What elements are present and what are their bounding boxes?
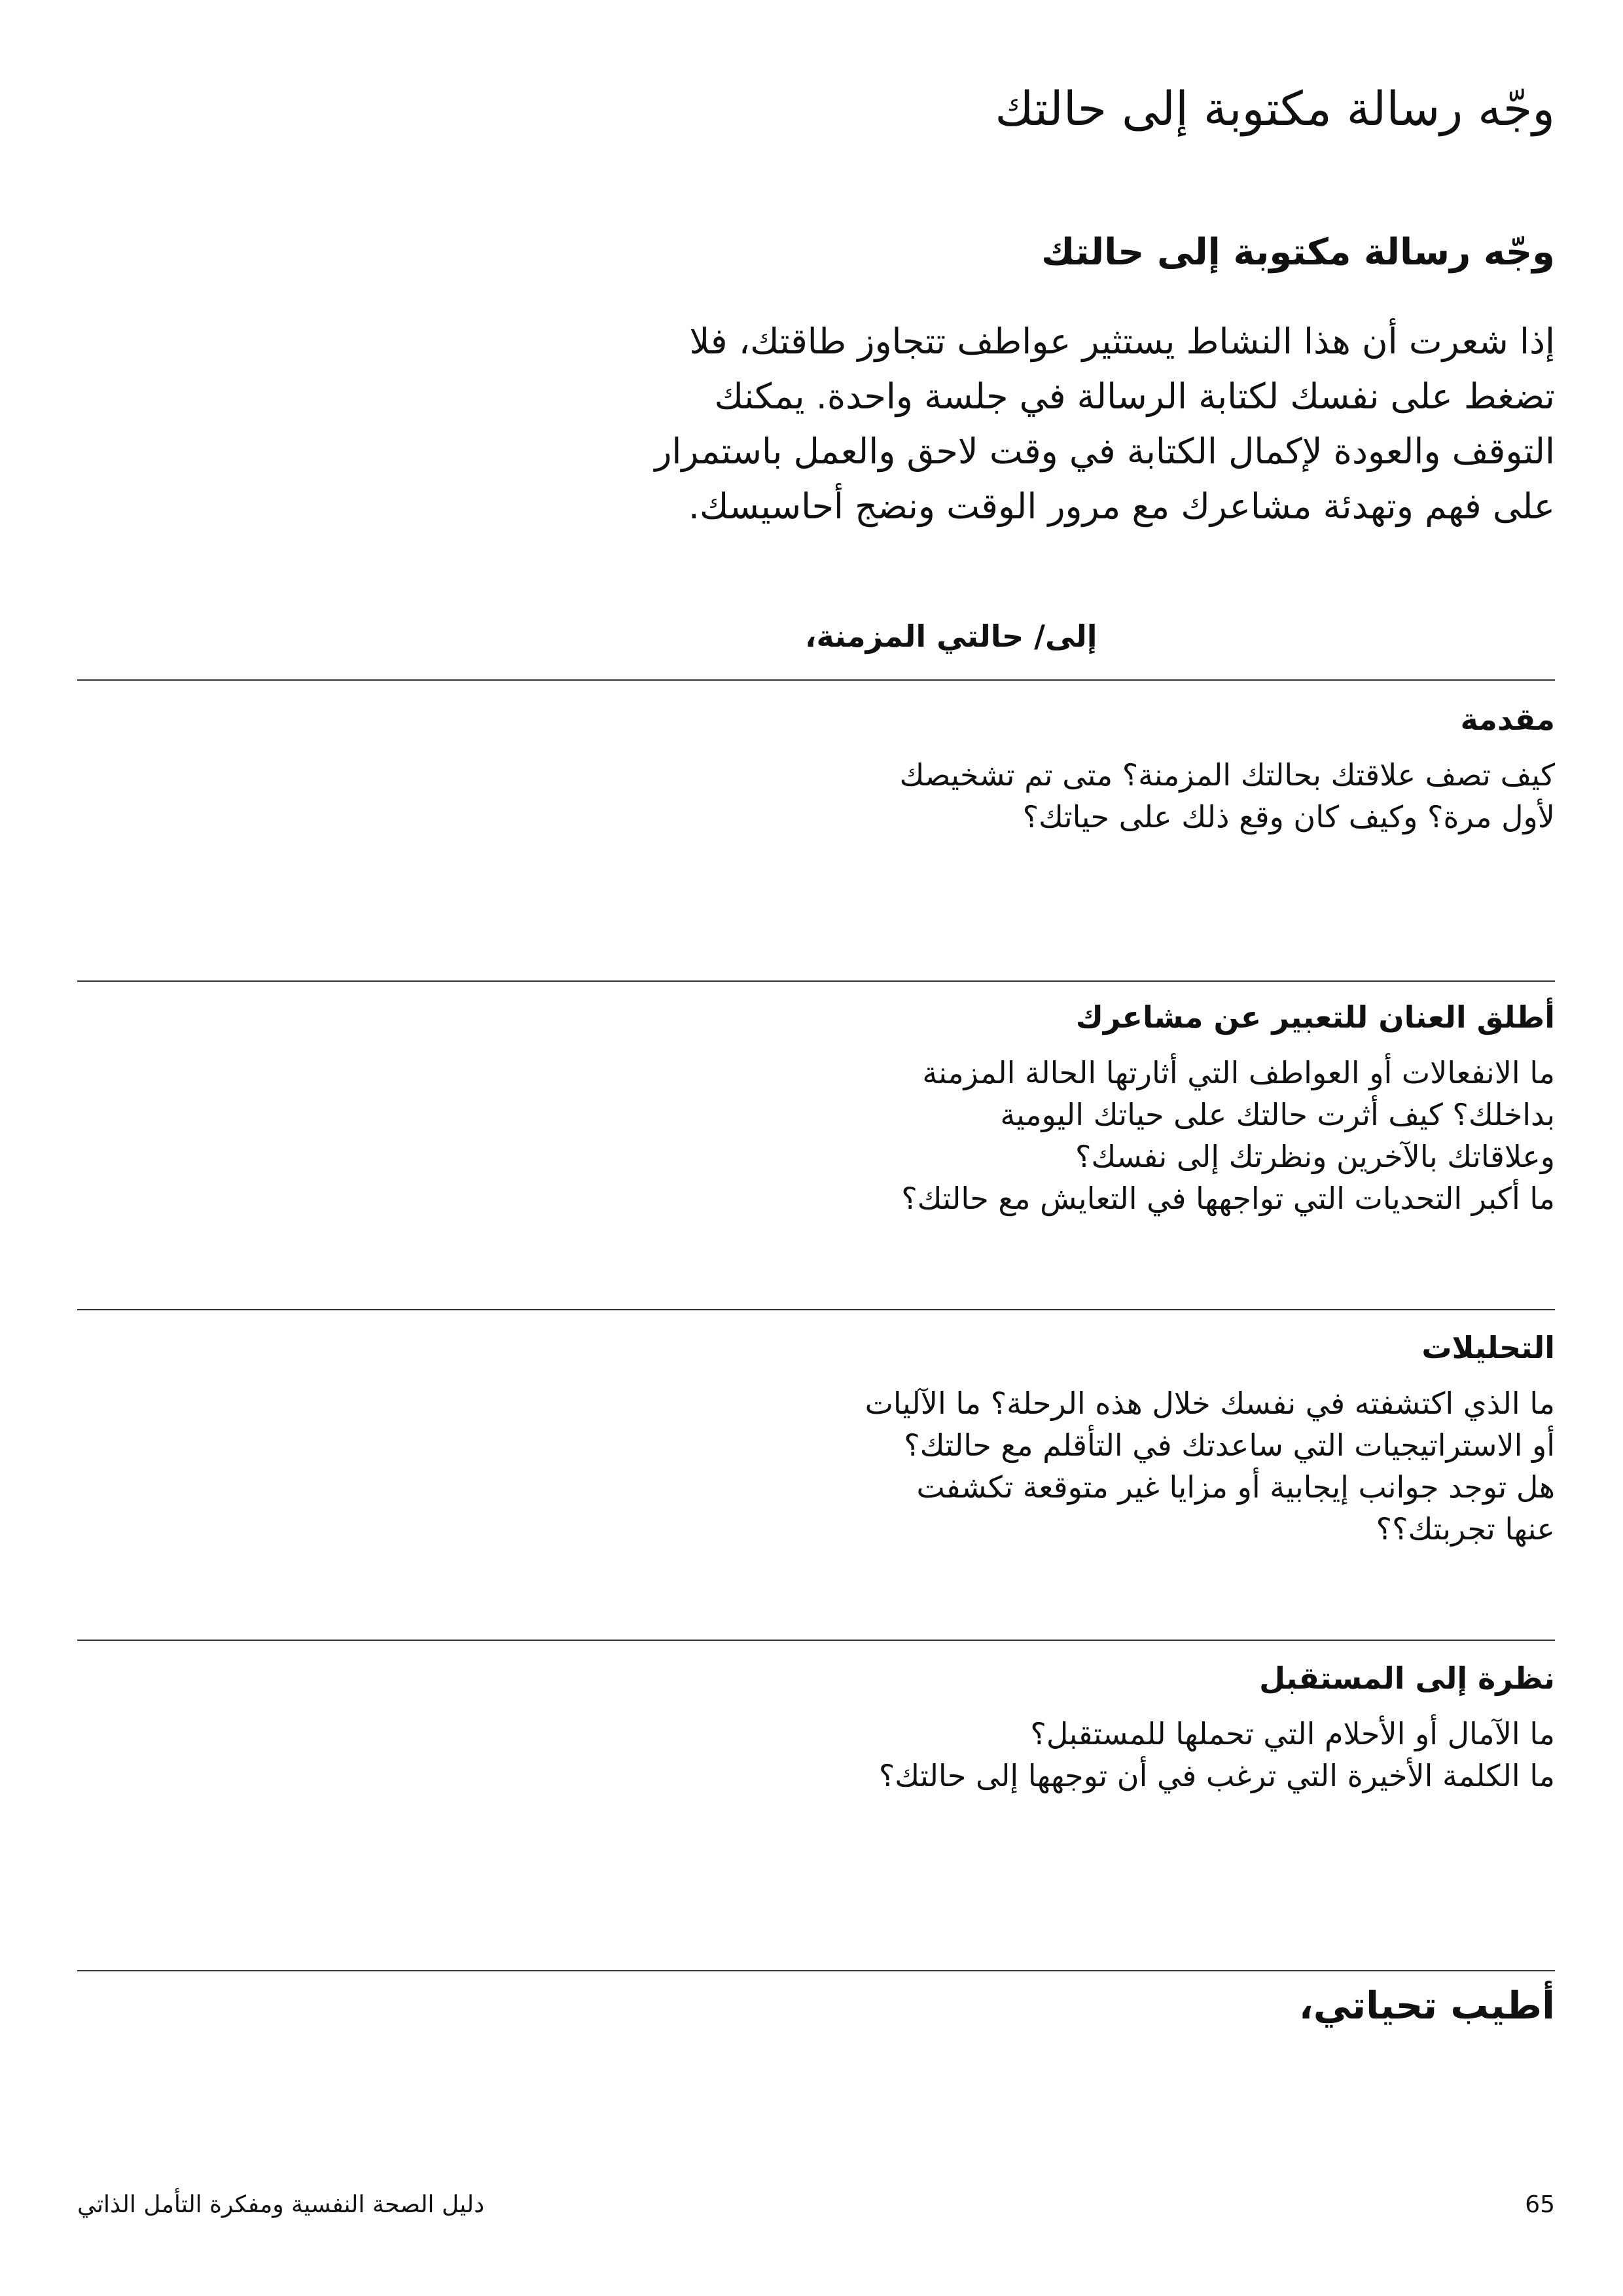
prompt-line: ما الكلمة الأخيرة التي ترغب في أن توجهها إلى حالتك؟ — [878, 1757, 1555, 1793]
prompt-section-introduction — [900, 700, 1556, 838]
divider-line — [77, 1640, 1555, 1641]
footer-title: دليل الصحة النفسية ومفكرة التأمل الذاتي — [77, 2191, 485, 2218]
divider-line — [77, 1309, 1555, 1310]
letter-address: إلى/ حالتي المزمنة، — [805, 619, 1097, 654]
divider-line — [77, 1970, 1555, 1971]
page-number: 65 — [1525, 2191, 1555, 2218]
prompt-title: التحليلات — [1421, 1330, 1555, 1365]
intro-paragraph — [626, 314, 1555, 534]
prompt-title: مقدمة — [1460, 702, 1555, 737]
closing-signoff: أطيب تحياتي، — [1298, 1983, 1555, 2028]
prompt-section-express-feelings — [901, 998, 1555, 1219]
intro-line: تضغط على نفسك لكتابة الرسالة في جلسة واحدة. يمكنك — [714, 376, 1555, 417]
page-title: وجّه رسالة مكتوبة إلى حالتك — [995, 81, 1555, 136]
prompt-title: أطلق العنان للتعبير عن مشاعرك — [1075, 999, 1555, 1035]
prompt-line: عنها تجربتك؟؟ — [1376, 1511, 1555, 1547]
prompt-title: نظرة إلى المستقبل — [1259, 1660, 1555, 1696]
intro-line: إذا شعرت أن هذا النشاط يستثير عواطف تتجاوز طاقتك، فلا — [689, 321, 1555, 362]
divider-line — [77, 679, 1555, 681]
prompt-line: وعلاقاتك بالآخرين ونظرتك إلى نفسك؟ — [1075, 1138, 1555, 1174]
prompt-line: بداخلك؟ كيف أثرت حالتك على حياتك اليومية — [1000, 1096, 1555, 1132]
prompt-line: أو الاستراتيجيات التي ساعدتك في التأقلم مع حالتك؟ — [904, 1427, 1555, 1463]
prompt-line: ما الانفعالات أو العواطف التي أثارتها الحالة المزمنة — [922, 1054, 1555, 1090]
prompt-line: ما أكبر التحديات التي تواجهها في التعايش مع حالتك؟ — [901, 1180, 1555, 1216]
intro-line: على فهم وتهدئة مشاعرك مع مرور الوقت ونضج أحاسيسك. — [688, 486, 1555, 527]
intro-line: التوقف والعودة لإكمال الكتابة في وقت لاحق والعمل باستمرار — [654, 431, 1555, 472]
prompt-section-analysis — [865, 1329, 1555, 1550]
divider-line — [77, 980, 1555, 982]
prompt-line: كيف تصف علاقتك بحالتك المزمنة؟ متى تم تشخيصك — [899, 757, 1555, 793]
prompt-line: ما الآمال أو الأحلام التي تحملها للمستقبل؟ — [1030, 1715, 1555, 1751]
prompt-line: لأول مرة؟ وكيف كان وقع ذلك على حياتك؟ — [1022, 798, 1555, 834]
prompt-line: ما الذي اكتشفته في نفسك خلال هذه الرحلة؟ ما الآليات — [865, 1385, 1555, 1421]
prompt-line: هل توجد جوانب إيجابية أو مزايا غير متوقعة تكشفت — [916, 1469, 1555, 1505]
section-heading: وجّه رسالة مكتوبة إلى حالتك — [1041, 231, 1555, 274]
prompt-section-future — [879, 1659, 1555, 1797]
